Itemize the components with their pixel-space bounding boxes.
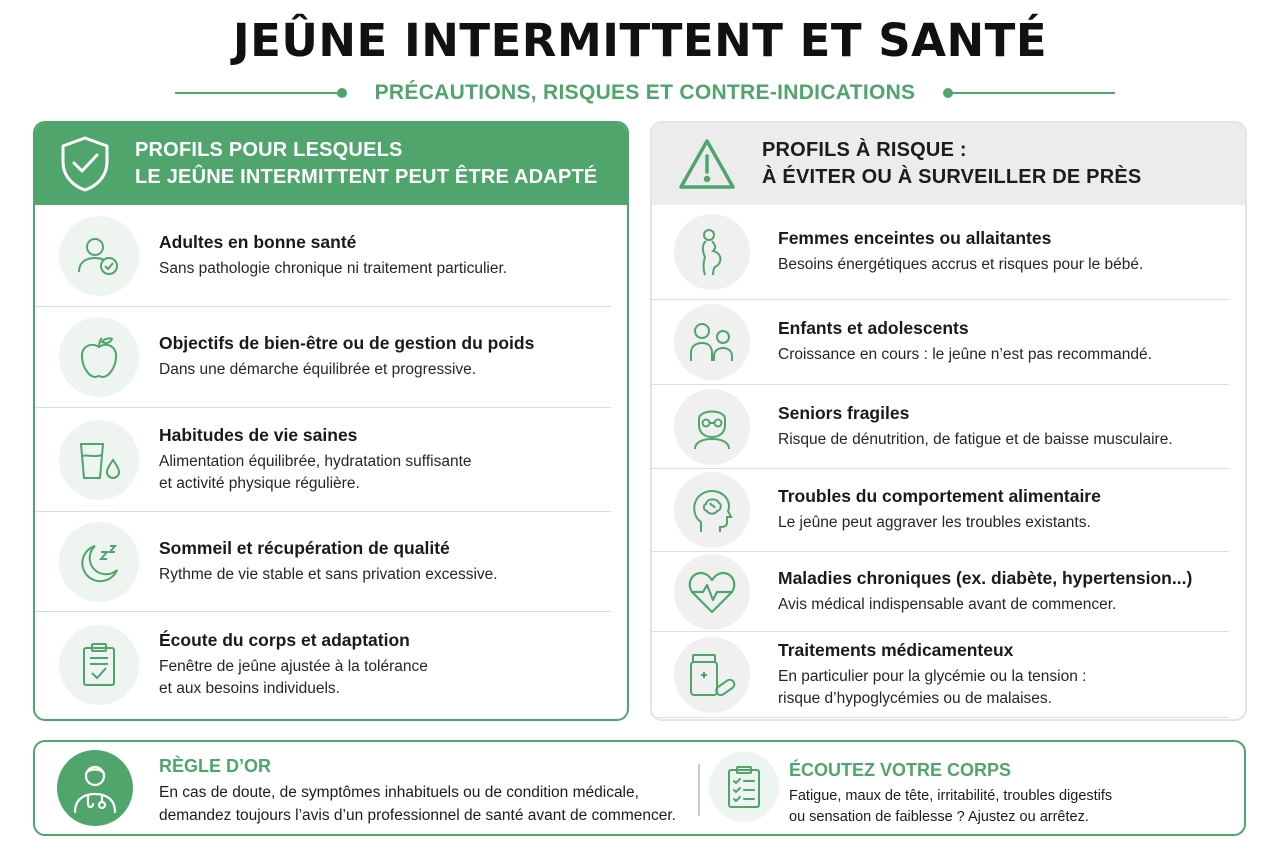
pregnant-woman-icon — [674, 214, 750, 290]
item-title: Maladies chroniques (ex. diabète, hypertension...) — [778, 567, 1193, 588]
apple-icon — [59, 317, 139, 397]
item-desc: Croissance en cours : le jeûne n’est pas recommandé. — [778, 346, 1152, 363]
item-title: Troubles du comportement alimentaire — [778, 486, 1101, 506]
suitable-panel-header — [35, 123, 627, 205]
risk-heading-line2: À ÉVITER OU À SURVEILLER DE PRÈS — [762, 166, 1142, 188]
suitable-heading-line1: PROFILS POUR LESQUELS — [135, 139, 403, 161]
item-desc: En particulier pour la glycémie ou la tension : — [778, 667, 1087, 685]
item-desc: Dans une démarche équilibrée et progressive. — [159, 361, 477, 378]
item-desc: Alimentation équilibrée, hydratation suffisante — [159, 452, 472, 470]
golden-rule-title: RÈGLE D’OR — [159, 756, 272, 776]
senior-icon — [674, 389, 750, 465]
list-item — [35, 512, 611, 612]
item-title: Objectifs de bien-être ou de gestion du poids — [159, 333, 535, 353]
water-glass-icon — [59, 420, 139, 500]
listen-body-desc-line2: ou sensation de faiblesse ? Ajustez ou arrêtez. — [789, 809, 1089, 825]
subtitle-row — [175, 78, 1115, 108]
item-desc: Le jeûne peut aggraver les troubles existants. — [778, 514, 1091, 531]
heart-pulse-icon — [674, 554, 750, 630]
warning-icon — [652, 123, 762, 205]
item-title: Habitudes de vie saines — [159, 424, 358, 445]
list-item — [35, 408, 611, 512]
list-item — [35, 612, 611, 717]
checklist-icon — [709, 752, 779, 822]
list-item — [652, 300, 1229, 385]
shield-check-icon — [35, 123, 135, 205]
listen-body-desc: Fatigue, maux de tête, irritabilité, troubles digestifs — [789, 788, 1113, 804]
item-desc-line2: et activité physique régulière. — [159, 474, 360, 492]
risk-profiles-panel — [650, 121, 1247, 721]
list-item — [652, 632, 1229, 718]
tips-banner — [33, 740, 1246, 836]
listen-body-title: ÉCOUTEZ VOTRE CORPS — [789, 760, 1012, 780]
doctor-icon — [57, 750, 133, 826]
item-title: Femmes enceintes ou allaitantes — [778, 228, 1052, 248]
banner-divider — [698, 764, 700, 816]
head-brain-icon — [674, 472, 750, 548]
moon-sleep-icon — [59, 522, 139, 602]
list-item — [652, 385, 1229, 469]
children-icon — [674, 304, 750, 380]
item-desc-line2: risque d’hypoglycémies ou de malaises. — [778, 689, 1052, 707]
item-desc: Sans pathologie chronique ni traitement particulier. — [159, 259, 508, 277]
page-title: JEÛNE INTERMITTENT ET SANTÉ — [232, 14, 1048, 67]
list-item — [35, 205, 611, 307]
list-item — [652, 469, 1229, 552]
item-title: Seniors fragiles — [778, 402, 910, 423]
item-title: Sommeil et récupération de qualité — [159, 537, 450, 558]
risk-panel-header — [652, 123, 1245, 205]
risk-heading-line1: PROFILS À RISQUE : — [762, 139, 967, 161]
item-desc: Besoins énergétiques accrus et risques pour le bébé. — [778, 256, 1144, 273]
clipboard-check-icon — [59, 625, 139, 705]
item-desc: Avis médical indispensable avant de commencer. — [778, 595, 1117, 613]
item-desc-line2: et aux besoins individuels. — [159, 679, 340, 697]
item-title: Enfants et adolescents — [778, 318, 969, 338]
subtitle-divider-right — [945, 92, 1115, 94]
item-title: Adultes en bonne santé — [159, 231, 357, 252]
subtitle-divider-left — [175, 92, 345, 94]
list-item — [652, 205, 1229, 300]
item-desc: Risque de dénutrition, de fatigue et de baisse musculaire. — [778, 430, 1173, 448]
page-subtitle: PRÉCAUTIONS, RISQUES ET CONTRE-INDICATIONS — [374, 81, 916, 104]
item-title: Traitements médicamenteux — [778, 639, 1014, 660]
medication-icon — [674, 637, 750, 713]
user-check-icon — [59, 216, 139, 296]
item-desc: Rythme de vie stable et sans privation excessive. — [159, 565, 498, 583]
item-title: Écoute du corps et adaptation — [159, 629, 410, 650]
suitable-profiles-panel — [33, 121, 629, 721]
golden-rule-desc-line2: demandez toujours l’avis d’un professionnel de santé avant de commencer. — [159, 807, 676, 824]
list-item — [652, 552, 1229, 632]
suitable-heading-line2: LE JEÛNE INTERMITTENT PEUT ÊTRE ADAPTÉ — [135, 166, 598, 188]
item-desc: Fenêtre de jeûne ajustée à la tolérance — [159, 657, 428, 675]
list-item — [35, 307, 611, 408]
golden-rule-desc: En cas de doute, de symptômes inhabituels ou de condition médicale, — [159, 784, 639, 801]
